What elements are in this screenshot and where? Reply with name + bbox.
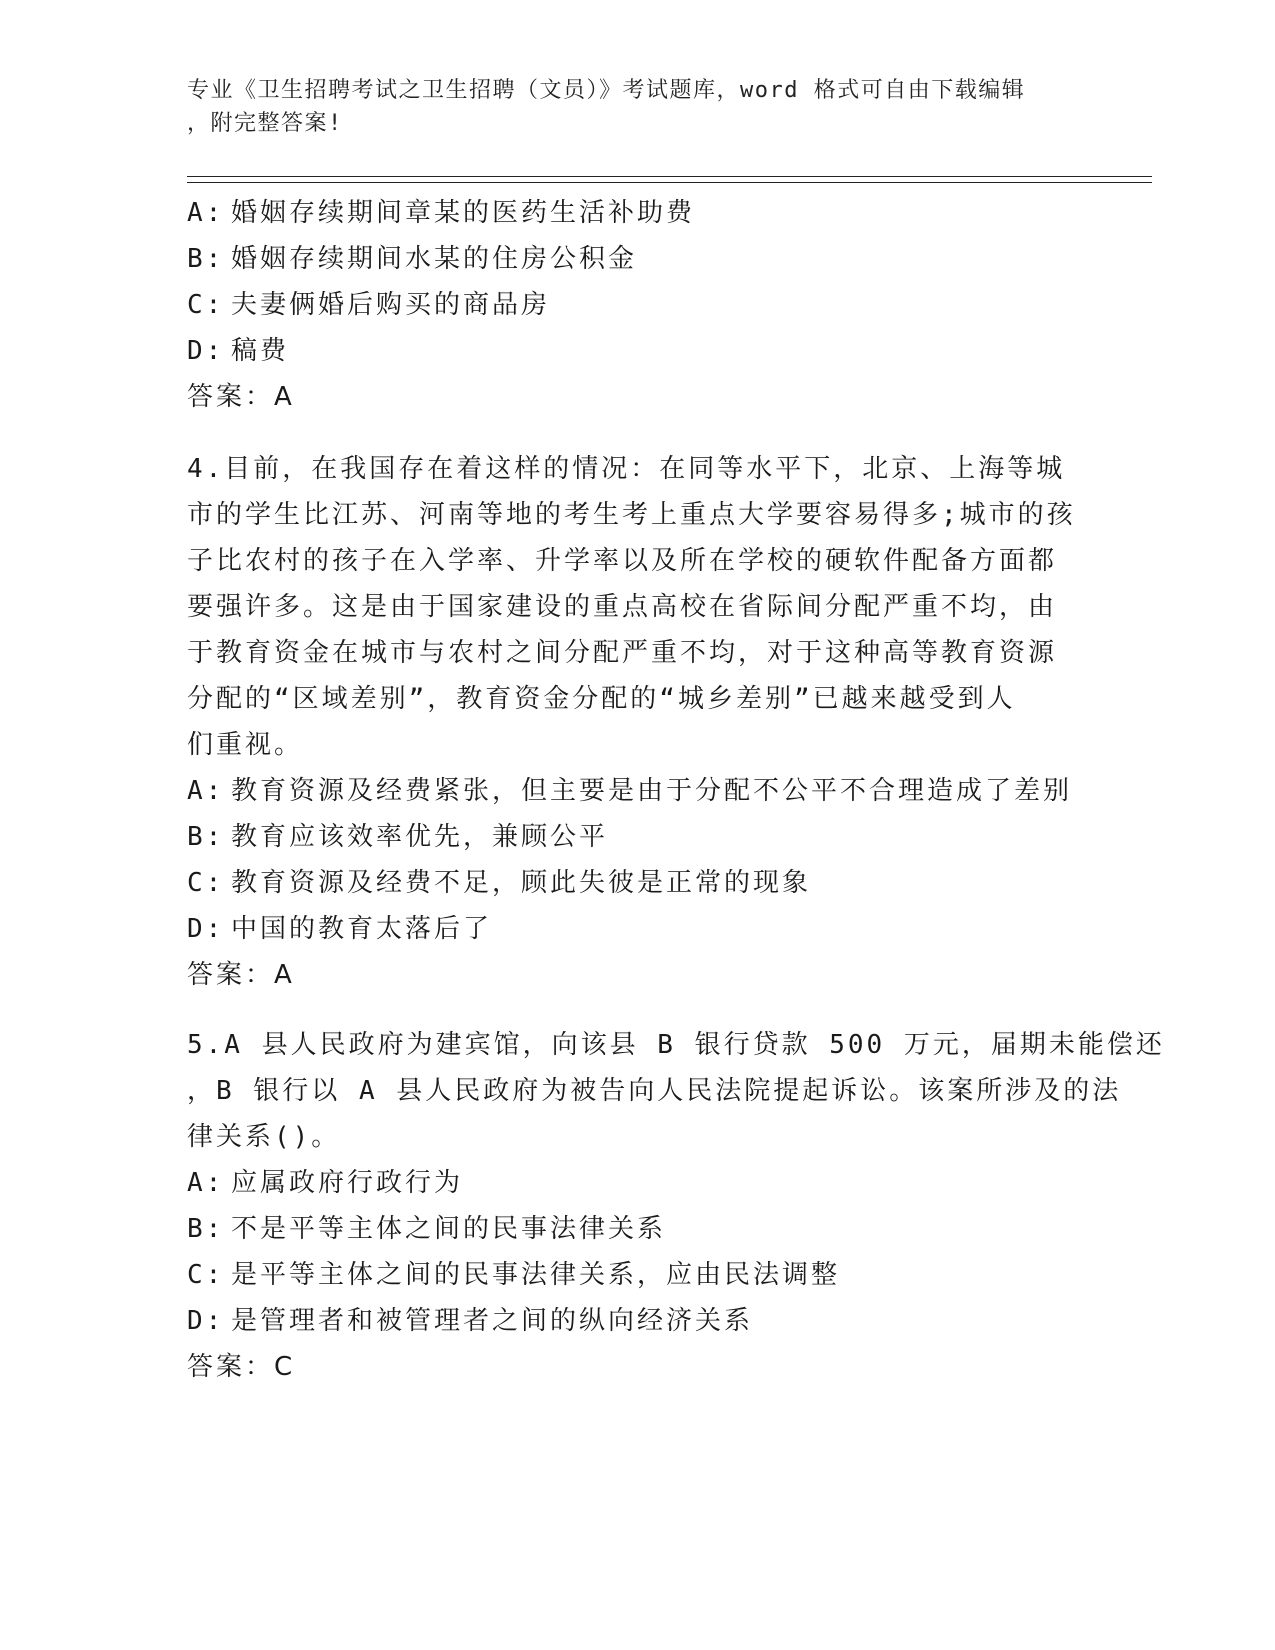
stem-line: 市的学生比江苏、河南等地的考生考上重点大学要容易得多;城市的孩 <box>187 500 1076 530</box>
answer-line: 答案：C <box>187 1352 296 1382</box>
option-text: 是平等主体之间的民事法律关系，应由民法调整 <box>231 1260 841 1290</box>
stem-line: 律关系()。 <box>187 1122 341 1152</box>
document-header <box>187 74 1087 140</box>
option-b <box>187 1206 1087 1252</box>
option-letter: C: <box>187 290 225 320</box>
option-text: 婚姻存续期间水某的住房公积金 <box>231 244 638 274</box>
option-letter: B: <box>187 822 225 852</box>
option-letter: C: <box>187 1260 225 1290</box>
option-b <box>187 814 1087 860</box>
stem-line: 4.目前，在我国存在着这样的情况：在同等水平下，北京、上海等城 <box>187 454 1066 484</box>
option-text: 是管理者和被管理者之间的纵向经济关系 <box>231 1306 754 1336</box>
option-letter: C: <box>187 868 225 898</box>
option-d <box>187 1298 1087 1344</box>
question-3 <box>187 190 1087 420</box>
option-letter: A: <box>187 198 225 228</box>
option-text: 稿费 <box>231 336 290 366</box>
option-a <box>187 190 1087 236</box>
answer-line: 答案：A <box>187 382 295 412</box>
option-text: 教育资源及经费不足，顾此失彼是正常的现象 <box>231 868 812 898</box>
option-a <box>187 768 1087 814</box>
option-text: 应属政府行政行为 <box>231 1168 464 1198</box>
stem-line: 子比农村的孩子在入学率、升学率以及所在学校的硬软件配备方面都 <box>187 546 1058 576</box>
header-line-2: ，附完整答案! <box>187 111 343 136</box>
document-body <box>187 190 1165 1390</box>
option-c <box>187 1252 1087 1298</box>
stem-line: ，B 银行以 A 县人民政府为被告向人民法院提起诉讼。该案所涉及的法 <box>187 1076 1122 1106</box>
question-stem <box>187 446 1087 768</box>
option-c <box>187 282 1087 328</box>
question-stem <box>187 1022 1165 1160</box>
question-4 <box>187 446 1087 998</box>
header-divider <box>187 176 1152 183</box>
stem-line: 5.A 县人民政府为建宾馆，向该县 B 银行贷款 500 万元，届期未能偿还 <box>187 1030 1165 1060</box>
option-c <box>187 860 1087 906</box>
stem-line: 要强许多。这是由于国家建设的重点高校在省际间分配严重不均，由 <box>187 592 1058 622</box>
option-letter: D: <box>187 336 225 366</box>
option-d <box>187 328 1087 374</box>
option-b <box>187 236 1087 282</box>
option-text: 夫妻俩婚后购买的商品房 <box>231 290 551 320</box>
option-letter: A: <box>187 1168 225 1198</box>
option-text: 婚姻存续期间章某的医药生活补助费 <box>231 198 696 228</box>
option-letter: D: <box>187 1306 225 1336</box>
option-d <box>187 906 1087 952</box>
option-text: 教育应该效率优先，兼顾公平 <box>231 822 609 852</box>
option-letter: B: <box>187 1214 225 1244</box>
stem-line: 于教育资金在城市与农村之间分配严重不均，对于这种高等教育资源 <box>187 638 1058 668</box>
option-a <box>187 1160 1087 1206</box>
option-text: 教育资源及经费紧张，但主要是由于分配不公平不合理造成了差别 <box>231 776 1073 806</box>
option-letter: A: <box>187 776 225 806</box>
stem-line: 分配的“区域差别”，教育资金分配的“城乡差别”已越来越受到人 <box>187 684 1016 714</box>
option-text: 不是平等主体之间的民事法律关系 <box>231 1214 667 1244</box>
question-5 <box>187 1022 1165 1390</box>
option-text: 中国的教育太落后了 <box>231 914 493 944</box>
stem-line: 们重视。 <box>187 730 304 760</box>
header-line-1: 专业《卫生招聘考试之卫生招聘（文员）》考试题库，word 格式可自由下载编辑 <box>187 78 1026 103</box>
option-letter: D: <box>187 914 225 944</box>
answer-line: 答案：A <box>187 960 295 990</box>
option-letter: B: <box>187 244 225 274</box>
